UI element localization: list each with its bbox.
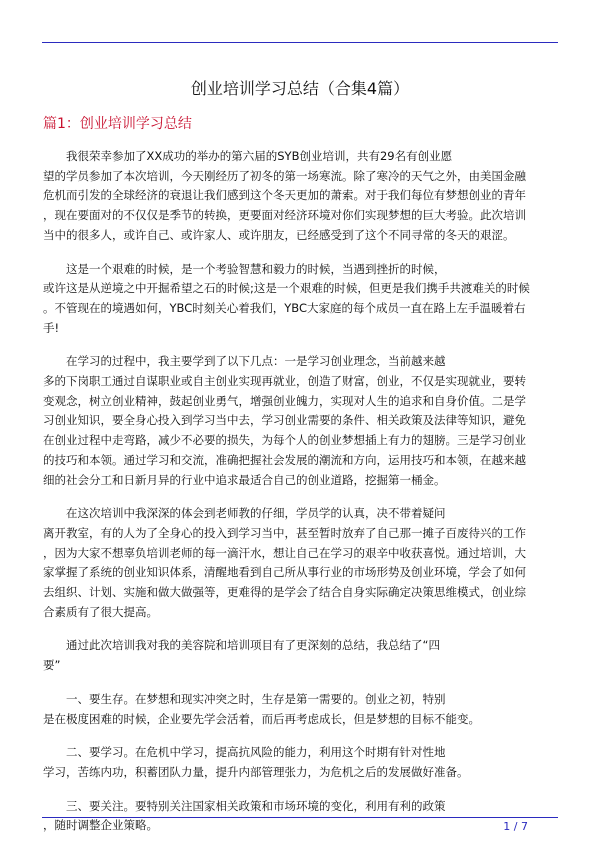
paragraph-line: 在创业过程中走弯路，减少不必要的损失，为每个人的创业梦想插上有力的翅膀。三是学习创业 <box>43 433 526 448</box>
paragraph-line: 我很荣幸参加了XX成功的举办的第六届的SYB创业培训，共有29名有创业愿 <box>66 149 453 163</box>
paragraph <box>43 504 557 622</box>
page-title: 创业培训学习总结（合集4篇） <box>190 79 410 98</box>
paragraph-line: 当中的很多人，或许自己、或许家人、或许朋友，已经感受到了这个不同寻常的冬天的艰涩。 <box>43 227 515 242</box>
paragraph <box>43 743 557 782</box>
paragraph-line: 三、要关注。要特别关注国家相关政策和市场环境的变化，利用有利的政策 <box>66 798 446 813</box>
paragraph-line: 手! <box>43 320 60 335</box>
paragraph <box>43 260 557 339</box>
paragraph <box>43 352 557 490</box>
paragraph <box>43 690 557 729</box>
paragraph-line: 去组织、计划、实施和做大做强等，更难得的是学会了结合自身实际确定决策思维模式，创业综 <box>43 585 526 600</box>
paragraph-line: 是在极度困难的时候，企业要先学会活着，而后再考虑成长，但是梦想的目标不能变。 <box>43 711 480 726</box>
paragraph-line: 二、要学习。在危机中学习，提高抗风险的能力，利用这个时期有针对性地 <box>66 745 446 760</box>
paragraph-line: 要” <box>43 658 61 673</box>
paragraph-line: 的技巧和本领。通过学习和交流，准确把握社会发展的潮流和方向，运用技巧和本领，在越来越 <box>43 452 526 467</box>
paragraph-line: 合素质有了很大提高。 <box>43 604 158 619</box>
paragraph-line: 细的社会分工和日新月异的行业中追求最适合自己的创业道路，挖掘第一桶金。 <box>43 472 446 487</box>
paragraph-line: 变观念，树立创业精神，鼓起创业勇气，增强创业魄力，实现对人生的追求和自身价值。二是学 <box>43 393 526 408</box>
header-rule <box>42 42 558 43</box>
footer-rule <box>42 817 558 818</box>
paragraph <box>43 636 557 675</box>
paragraph-line: ，现在要面对的不仅仅是季节的转换，更要面对经济环境对你们实现梦想的巨大考验。此次培训 <box>43 208 526 223</box>
paragraph-line: 危机而引发的全球经济的衰退让我们感到这个冬天更加的萧索。对于我们每位有梦想创业的青年 <box>43 188 526 203</box>
paragraph-line: 习创业知识，要全身心投入到学习当中去，学习创业需要的条件、相关政策及法律等知识，避免 <box>43 413 526 428</box>
paragraph-line: 在这次培训中我深深的体会到老师教的仔细，学员学的认真，决不带着疑问 <box>66 506 446 521</box>
paragraph-line: 通过此次培训我对我的美容院和培训项目有了更深刻的总结，我总结了“四 <box>66 638 440 653</box>
paragraph-line: 多的下岗职工通过自谋职业或自主创业实现再就业，创造了财富，创业，不仅是实现就业，要转 <box>43 374 526 389</box>
paragraph-line: ，因为大家不想辜负培训老师的每一滴汗水，想让自己在学习的艰辛中收获喜悦。通过培训，大 <box>43 545 526 560</box>
paragraph-line: 家掌握了系统的创业知识体系，清醒地看到自己所从事行业的市场形势及创业环境，学会了如何 <box>43 565 526 580</box>
paragraph <box>43 147 557 246</box>
document-body <box>43 147 557 850</box>
paragraph-line: 望的学员参加了本次培训，今天刚经历了初冬的第一场寒流。除了寒冷的天气之外，由美国金融 <box>43 168 526 183</box>
paragraph-line: 一、要生存。在梦想和现实冲突之时，生存是第一需要的。创业之初，特别 <box>66 691 446 706</box>
page-number: 1 / 7 <box>503 820 528 833</box>
paragraph-line: 在学习的过程中，我主要学到了以下几点：一是学习创业理念，当前越来越 <box>66 354 446 369</box>
paragraph-line: 这是一个艰难的时候，是一个考验智慧和毅力的时候，当遇到挫折的时候， <box>66 261 446 276</box>
paragraph-line: 学习，苦练内功，积蓄团队力量，提升内部管理张力，为危机之后的发展做好准备。 <box>43 764 469 779</box>
paragraph-line: 。不管现在的境遇如何，YBC时刻关心着我们，YBC大家庭的每个成员一直在路上左手温暖着右 <box>43 300 526 315</box>
paragraph-line: 离开教室，有的人为了全身心的投入到学习当中，甚至暂时放弃了自己那一摊子百废待兴的工作 <box>43 525 526 540</box>
paragraph-line: 或许这是从逆境之中开掘希望之石的时候;这是一个艰难的时候，但更是我们携手共渡难关的时候 <box>43 281 530 296</box>
section-heading: 篇1：创业培训学习总结 <box>43 116 192 132</box>
paragraph-line: ，随时调整企业策略。 <box>43 818 158 833</box>
